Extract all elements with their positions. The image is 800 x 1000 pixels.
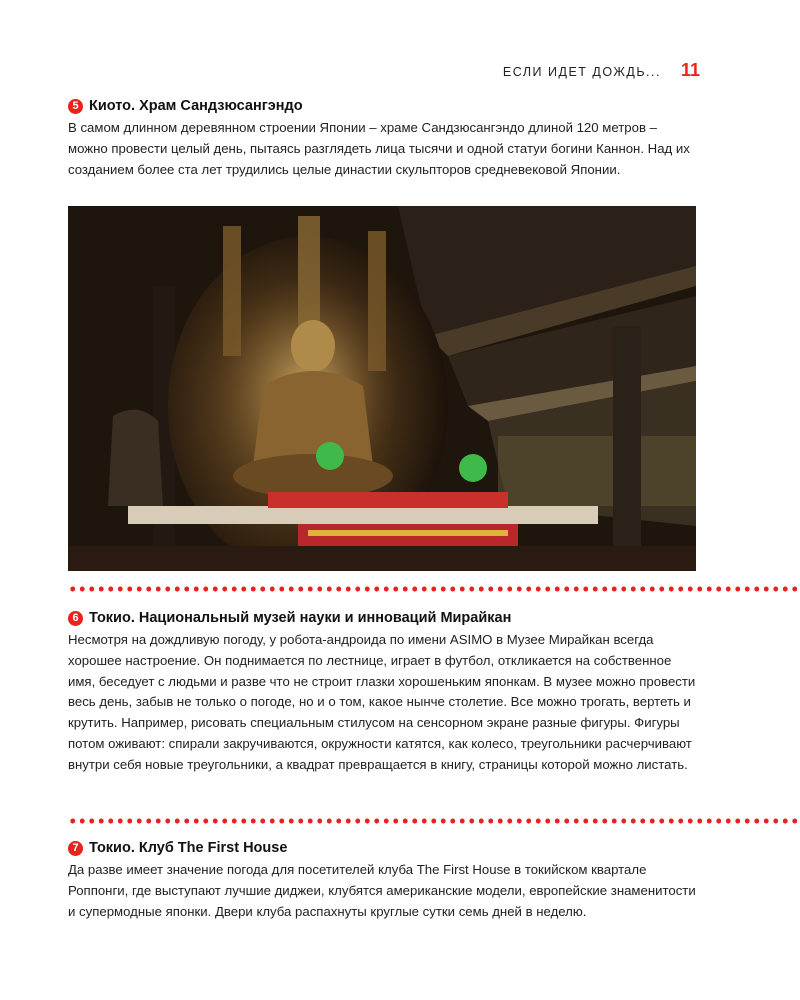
section-first-house — [68, 838, 698, 922]
section-heading — [68, 838, 698, 858]
temple-illustration — [68, 206, 696, 571]
temple-photo — [68, 206, 696, 571]
section-number-badge: 5 — [68, 99, 83, 114]
page-number: 11 — [680, 60, 700, 80]
running-header — [470, 60, 700, 84]
section-body: Да разве имеет значение погода для посетителей клуба The First House в токийском квартале Роппонги, где выступают лучшие диджеи, клубятся американские модели, европейские знаменитости и супермодные японки. Двери клуба распахнуты круглые сутки семь дней в неделю. — [68, 862, 696, 919]
dotted-divider — [68, 586, 800, 592]
section-heading — [68, 96, 698, 116]
section-miraikan — [68, 608, 698, 776]
section-number-badge: 7 — [68, 841, 83, 856]
section-title: Токио. Клуб The First House — [89, 840, 288, 856]
section-body: В самом длинном деревянном строении Японии – храме Сандзюсангэндо длиной 120 метров – можно провести целый день, пытаясь разглядеть лица тысячи и одной статуи богини Каннон. Над их созданием более ста лет трудились целые династии скульпторов средневековой Японии. — [68, 120, 690, 177]
section-heading — [68, 608, 698, 628]
section-title: Киото. Храм Сандзюсангэндо — [89, 98, 303, 114]
dotted-divider — [68, 818, 800, 824]
section-title: Токио. Национальный музей науки и инноваций Мирайкан — [89, 610, 512, 626]
section-body: Несмотря на дождливую погоду, у робота-андроида по имени ASIMO в Музее Мирайкан всегда хорошее настроение. Он поднимается по лестнице, играет в футбол, откликается на собственное имя, беседует с людьми и разве что не строит глазки хорошеньким японкам. В музее можно провести весь день, забыв не только о погоде, но и о том, какое нынче столетие. Все можно трогать, вертеть и крутить. Например, рисовать специальным стилусом на сенсорном экране разные фигуры. Фигуры потом оживают: спирали закручиваются, окружности катятся, как колесо, треугольники расчерчивают внутри себя новые треугольники, а квадрат превращается в книгу, страницы которой можно листать. — [68, 632, 696, 772]
running-title: ЕСЛИ ИДЕТ ДОЖДЬ... — [502, 65, 661, 79]
section-sanjusangendo — [68, 96, 698, 180]
section-number-badge: 6 — [68, 611, 83, 626]
